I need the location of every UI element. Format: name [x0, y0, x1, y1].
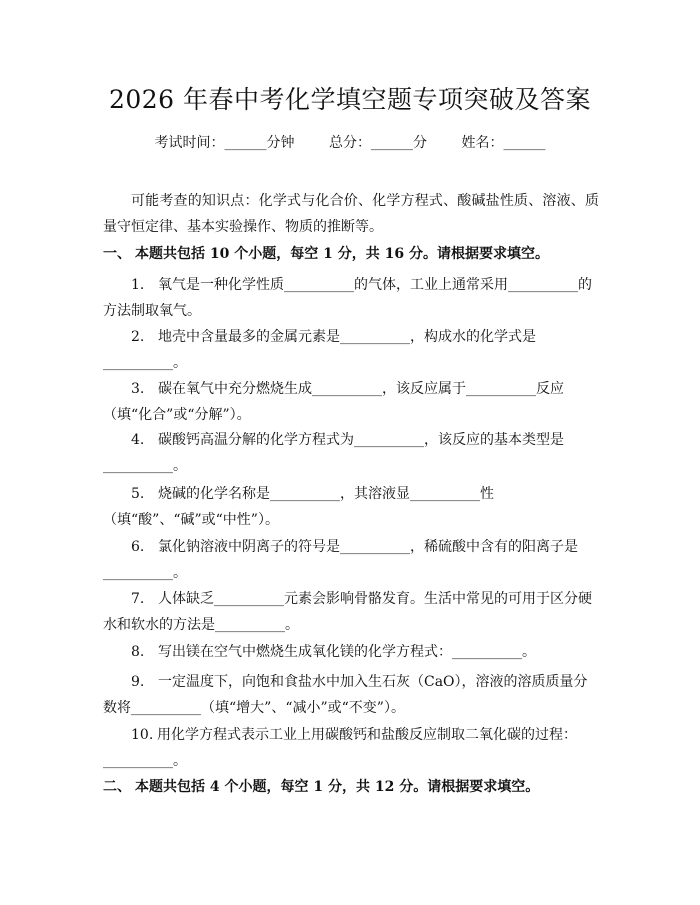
- question-7: [103, 586, 599, 638]
- knowledge-points-intro: 可能考查的知识点：化学式与化合价、化学方程式、酸碱盐性质、溶液、质量守恒定律、基本实验操作、物质的推断等。: [103, 193, 599, 235]
- question-number: 5.: [131, 486, 145, 502]
- question-5: [103, 481, 599, 533]
- question-4: [103, 427, 599, 479]
- question-text: 地壳中含量最多的金属元素是__________，构成水的化学式是__________。: [103, 329, 536, 371]
- question-number: 8.: [131, 644, 145, 660]
- section-one-instruction: 本题共包括 10 个小题，每空 1 分，共 16 分。请根据要求填空。: [135, 246, 549, 262]
- total-score-field: 总分：______分: [329, 135, 427, 151]
- question-2: [103, 324, 599, 376]
- question-3: [103, 376, 599, 428]
- question-9: [103, 669, 599, 721]
- question-number: 2.: [131, 329, 145, 345]
- section-one-heading: [103, 243, 623, 263]
- question-number: 9.: [131, 674, 145, 690]
- question-text: 人体缺乏__________元素会影响骨骼发育。生活中常见的可用于区分硬水和软水的方法是__________。: [103, 591, 592, 633]
- question-text: 写出镁在空气中燃烧生成氧化镁的化学方程式：__________。: [158, 644, 536, 660]
- question-10: [103, 722, 599, 774]
- section-two-number: 二、: [103, 779, 131, 795]
- section-two-instruction: 本题共包括 4 个小题，每空 1 分，共 12 分。请根据要求填空。: [135, 779, 540, 795]
- question-text: 一定温度下，向饱和食盐水中加入生石灰（CaO），溶液的溶质质量分数将__________（填“增大”、“减小”或“不变”）。: [103, 674, 588, 716]
- name-field: 姓名：______: [461, 135, 546, 151]
- question-number: 6.: [131, 539, 145, 555]
- question-6: [103, 534, 599, 586]
- question-text: 用化学方程式表示工业上用碳酸钙和盐酸反应制取二氧化碳的过程：__________。: [103, 727, 577, 769]
- question-text: 氯化钠溶液中阴离子的符号是__________，稀硫酸中含有的阳离子是__________。: [103, 539, 578, 581]
- exam-time-field: 考试时间：______分钟: [154, 135, 295, 151]
- question-text: 碳在氧气中充分燃烧生成__________，该反应属于__________反应（填“化合”或“分解”）。: [103, 381, 564, 423]
- section-two-heading: [103, 776, 623, 796]
- question-text: 碳酸钙高温分解的化学方程式为__________，该反应的基本类型是__________。: [103, 432, 564, 474]
- question-number: 1.: [131, 277, 145, 293]
- section-one-number: 一、: [103, 246, 131, 262]
- question-1: [103, 272, 599, 324]
- exam-info-line: [0, 132, 700, 152]
- question-number: 4.: [131, 432, 145, 448]
- page-title: 2026 年春中考化学填空题专项突破及答案: [108, 85, 592, 114]
- question-number: 7.: [131, 591, 145, 607]
- question-number: 3.: [131, 381, 145, 397]
- question-text: 烧碱的化学名称是__________，其溶液显__________性（填“酸”、“碱”或“中性”）。: [103, 486, 494, 528]
- question-number: 10.: [131, 727, 154, 743]
- question-8: [103, 639, 599, 665]
- question-text: 氧气是一种化学性质__________的气体，工业上通常采用__________的方法制取氧气。: [103, 277, 592, 319]
